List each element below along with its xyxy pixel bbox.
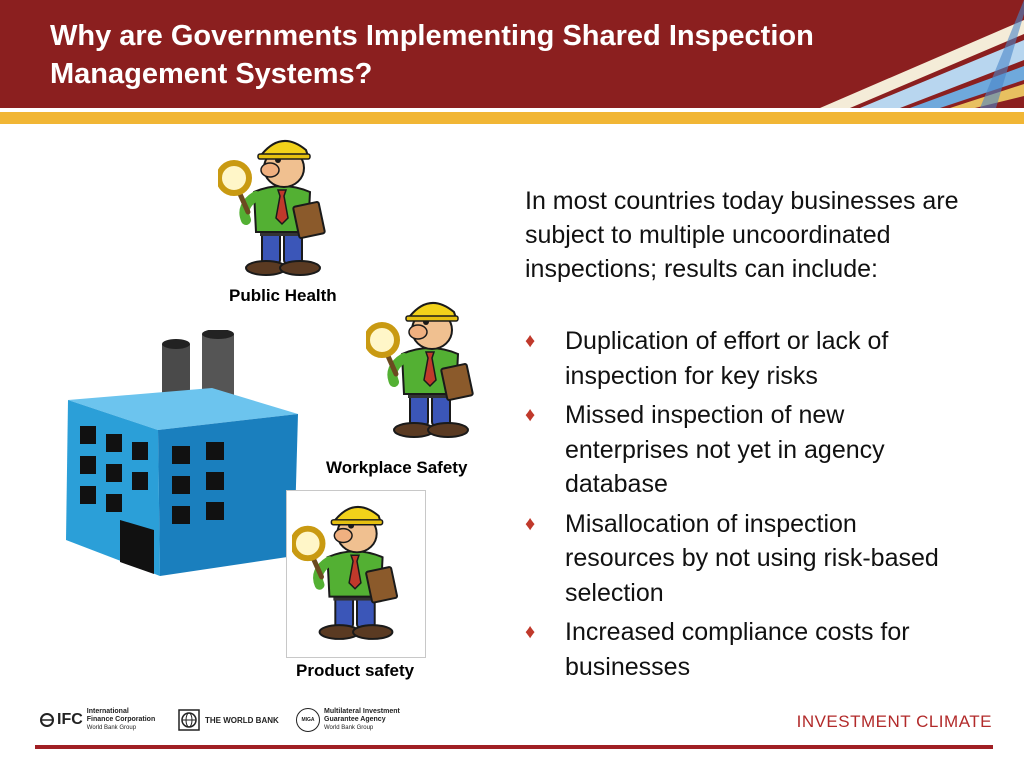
ifc-wordmark: IFC (57, 711, 83, 728)
diamond-bullet-icon: ♦ (525, 404, 536, 426)
bullet-item (525, 507, 965, 611)
diamond-bullet-icon: ♦ (525, 330, 536, 352)
diamond-bullet-icon: ♦ (525, 621, 536, 643)
world-bank-name: THE WORLD BANK (205, 715, 279, 725)
globe-icon (178, 709, 200, 731)
factory-building (62, 330, 302, 580)
bullet-text: Duplication of effort or lack of inspection for key risks (565, 327, 889, 390)
miga-logo (296, 706, 400, 734)
diamond-bullet-icon: ♦ (525, 512, 536, 535)
bullet-text: Misallocation of inspection resources by not using risk-based selection (565, 509, 939, 607)
workplace-safety-label: Workplace Safety (326, 458, 468, 477)
bullet-item (525, 615, 965, 684)
slide-title: Why are Governments Implementing Shared Inspection Management Systems? (50, 20, 814, 90)
product-safety-inspector (292, 500, 420, 643)
gold-band (0, 112, 1024, 124)
investment-climate-brand: INVESTMENT CLIMATE (796, 712, 992, 731)
public-health-inspector (218, 134, 348, 279)
miga-name: Multilateral Investment Guarantee Agency World Bank Group (324, 708, 400, 731)
bullet-list (525, 324, 965, 689)
public-health-label: Public Health (229, 286, 337, 305)
bullet-item (525, 324, 965, 393)
ifc-emblem-icon (40, 713, 54, 727)
bullet-text: Missed inspection of new enterprises not yet in agency database (565, 401, 885, 498)
title-bar (0, 0, 1024, 108)
ifc-logo (40, 706, 155, 734)
intro-paragraph: In most countries today businesses are subject to multiple uncoordinated inspections; results can include: (525, 187, 959, 283)
footer-rule (35, 745, 993, 749)
ifc-name: International Finance Corporation World Bank Group (86, 708, 156, 731)
world-bank-logo (178, 706, 279, 734)
bullet-text: Increased compliance costs for businesses (565, 618, 910, 681)
bullet-item (525, 398, 965, 502)
workplace-safety-inspector (366, 296, 496, 441)
product-safety-label: Product safety (296, 661, 415, 680)
miga-emblem-icon: MIGA (296, 708, 320, 732)
